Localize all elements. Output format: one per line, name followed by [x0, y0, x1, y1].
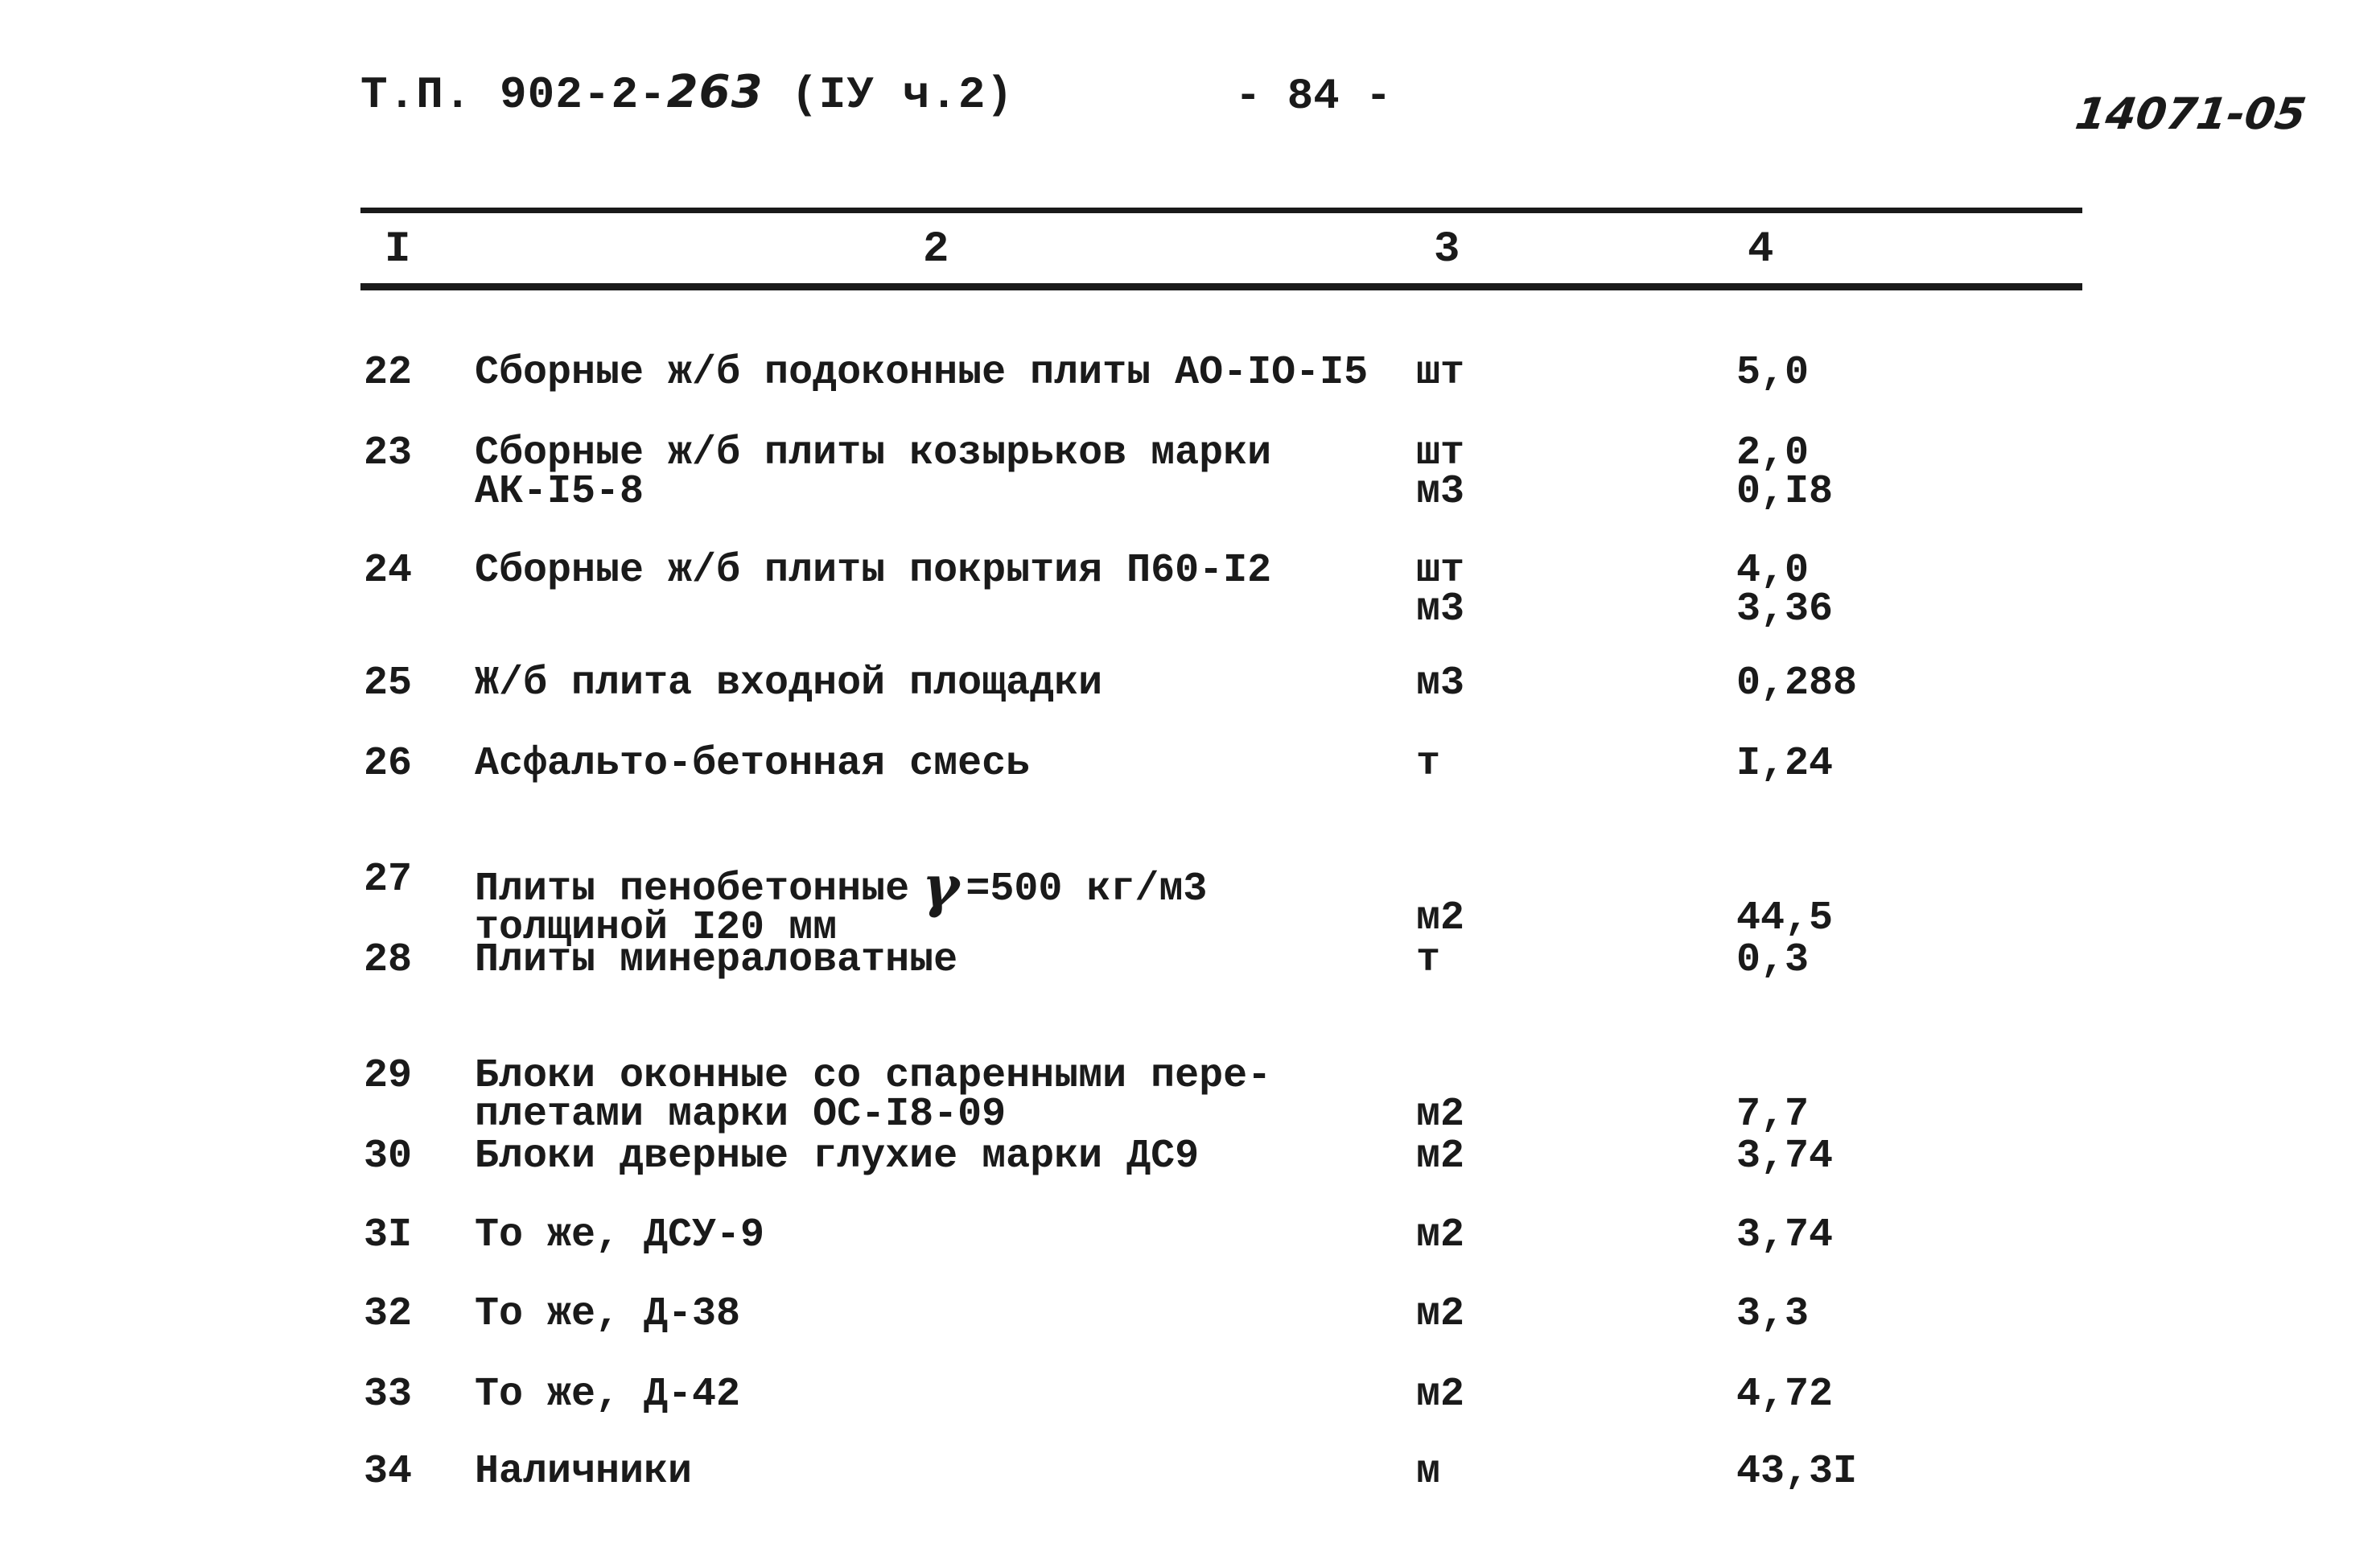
- unit: [1416, 861, 1465, 941]
- quantity: [1736, 661, 1858, 706]
- unit-line: [1416, 1057, 1464, 1096]
- quantity-line: 3,3: [1736, 1291, 1810, 1337]
- item-name: [475, 1372, 741, 1418]
- row-number: 27: [364, 857, 413, 903]
- unit-line: м2: [1416, 1212, 1465, 1258]
- unit: [1416, 1291, 1465, 1337]
- document-code: [360, 66, 1014, 121]
- row-number: 29: [364, 1053, 413, 1099]
- item-name-line: Сборные ж/б плиты покрытия П60-I2: [475, 548, 1272, 594]
- unit: [1416, 1057, 1465, 1138]
- quantity-line: 0,288: [1736, 661, 1858, 706]
- quantity-line: 0,3: [1736, 937, 1810, 983]
- row-number: 30: [364, 1134, 413, 1179]
- quantity: [1736, 937, 1810, 983]
- column-header-1: I: [385, 225, 411, 274]
- unit-line: [1416, 861, 1464, 899]
- item-name: [475, 430, 1272, 515]
- column-header-3: 3: [1434, 225, 1460, 274]
- quantity: [1736, 1372, 1834, 1418]
- unit-line: шт: [1416, 350, 1465, 396]
- unit: [1416, 1449, 1441, 1495]
- unit: [1416, 741, 1441, 787]
- quantity-line: 3,74: [1736, 1212, 1834, 1258]
- unit-line: т: [1416, 741, 1441, 787]
- unit-line: шт: [1416, 430, 1465, 476]
- row-number: 32: [364, 1291, 413, 1337]
- item-name-line: плетами марки ОС-I8-09: [475, 1092, 1007, 1138]
- unit-line: м: [1416, 1449, 1441, 1495]
- unit-line: м3: [1416, 469, 1465, 515]
- quantity-line: I,24: [1736, 741, 1834, 787]
- item-name: [475, 1212, 765, 1258]
- quantity: [1736, 1291, 1810, 1337]
- item-name: [475, 1053, 1272, 1138]
- quantity: [1736, 1212, 1834, 1258]
- item-name: [475, 937, 958, 983]
- quantity-line: 3,36: [1736, 586, 1834, 632]
- item-name: [475, 853, 1208, 951]
- item-name-line: То же, Д-42: [475, 1372, 741, 1418]
- quantity-line: 5,0: [1736, 350, 1810, 396]
- column-header-4: 4: [1748, 225, 1774, 274]
- item-name-line: То же, ДСУ-9: [475, 1212, 765, 1258]
- quantity-line: 2,0: [1736, 430, 1810, 476]
- item-name-line: Плиты пенобетонные γ =500 кг/м3: [475, 853, 1208, 920]
- item-name: [475, 1291, 741, 1337]
- unit-line: м2: [1416, 1372, 1465, 1418]
- table-header-rule: [360, 283, 2082, 290]
- item-name-line: толщиной I20 мм: [475, 905, 838, 951]
- item-name-line: АК-I5-8: [475, 469, 644, 515]
- document-code-suffix: (IУ ч.2): [763, 69, 1015, 121]
- unit-line: м3: [1416, 661, 1465, 706]
- quantity: [1736, 430, 1834, 515]
- unit: [1416, 430, 1465, 515]
- item-name: [475, 741, 1031, 787]
- row-number: 22: [364, 350, 413, 396]
- quantity: [1736, 1134, 1834, 1179]
- table-top-rule: [360, 208, 2082, 213]
- quantity-line: [1736, 861, 1833, 899]
- row-number: 26: [364, 741, 413, 787]
- unit-line: м3: [1416, 586, 1465, 632]
- item-name-line: Блоки дверные глухие марки ДС9: [475, 1134, 1200, 1179]
- quantity: [1736, 1449, 1858, 1495]
- quantity-line: [1736, 1057, 1809, 1096]
- unit-line: м2: [1416, 1291, 1465, 1337]
- row-number: 28: [364, 937, 413, 983]
- item-name: [475, 1134, 1200, 1179]
- quantity-line: 4,72: [1736, 1372, 1834, 1418]
- item-name-line: Сборные ж/б плиты козырьков марки: [475, 430, 1272, 476]
- row-number: 33: [364, 1372, 413, 1418]
- unit: [1416, 1134, 1465, 1179]
- document-code-handwritten: 263: [666, 66, 764, 118]
- item-name: [475, 350, 1369, 396]
- unit: [1416, 1212, 1465, 1258]
- item-name-line: Плиты минераловатные: [475, 937, 958, 983]
- row-number: 23: [364, 430, 413, 476]
- unit-line: шт: [1416, 548, 1465, 594]
- item-name-line: Асфальто-бетонная смесь: [475, 741, 1031, 787]
- unit: [1416, 1372, 1465, 1418]
- unit-line: т: [1416, 937, 1441, 983]
- unit: [1416, 937, 1441, 983]
- quantity-line: 3,74: [1736, 1134, 1834, 1179]
- row-number: 25: [364, 661, 413, 706]
- item-name-line: То же, Д-38: [475, 1291, 741, 1337]
- unit: [1416, 350, 1465, 396]
- quantity: [1736, 350, 1810, 396]
- unit: [1416, 548, 1465, 632]
- quantity: [1736, 741, 1834, 787]
- quantity-line: 43,3I: [1736, 1449, 1858, 1495]
- document-code-prefix: Т.П. 902-2-: [360, 69, 667, 121]
- item-name: [475, 548, 1272, 594]
- inventory-number: 14071-05: [2072, 88, 2309, 139]
- quantity: [1736, 861, 1834, 941]
- quantity-line: 0,I8: [1736, 469, 1834, 515]
- unit-line: м2: [1416, 895, 1465, 941]
- item-name-line: Ж/б плита входной площадки: [475, 661, 1103, 706]
- quantity: [1736, 548, 1834, 632]
- density-symbol: γ: [922, 853, 960, 920]
- row-number: 24: [364, 548, 413, 594]
- column-header-2: 2: [923, 225, 949, 274]
- page-number: - 84 -: [1235, 72, 1392, 121]
- unit: [1416, 661, 1465, 706]
- item-name-line: Наличники: [475, 1449, 693, 1495]
- item-name-line: Блоки оконные со спаренными пере-: [475, 1053, 1272, 1099]
- quantity-line: 4,0: [1736, 548, 1810, 594]
- unit-line: м2: [1416, 1134, 1465, 1179]
- item-name: [475, 1449, 693, 1495]
- quantity: [1736, 1057, 1810, 1138]
- row-number: 34: [364, 1449, 413, 1495]
- quantity-line: 44,5: [1736, 895, 1834, 941]
- unit-line: м2: [1416, 1092, 1465, 1138]
- quantity-line: 7,7: [1736, 1092, 1810, 1138]
- item-name: [475, 661, 1103, 706]
- item-name-line: Сборные ж/б подоконные плиты АО-IO-I5: [475, 350, 1369, 396]
- row-number: 3I: [364, 1212, 413, 1258]
